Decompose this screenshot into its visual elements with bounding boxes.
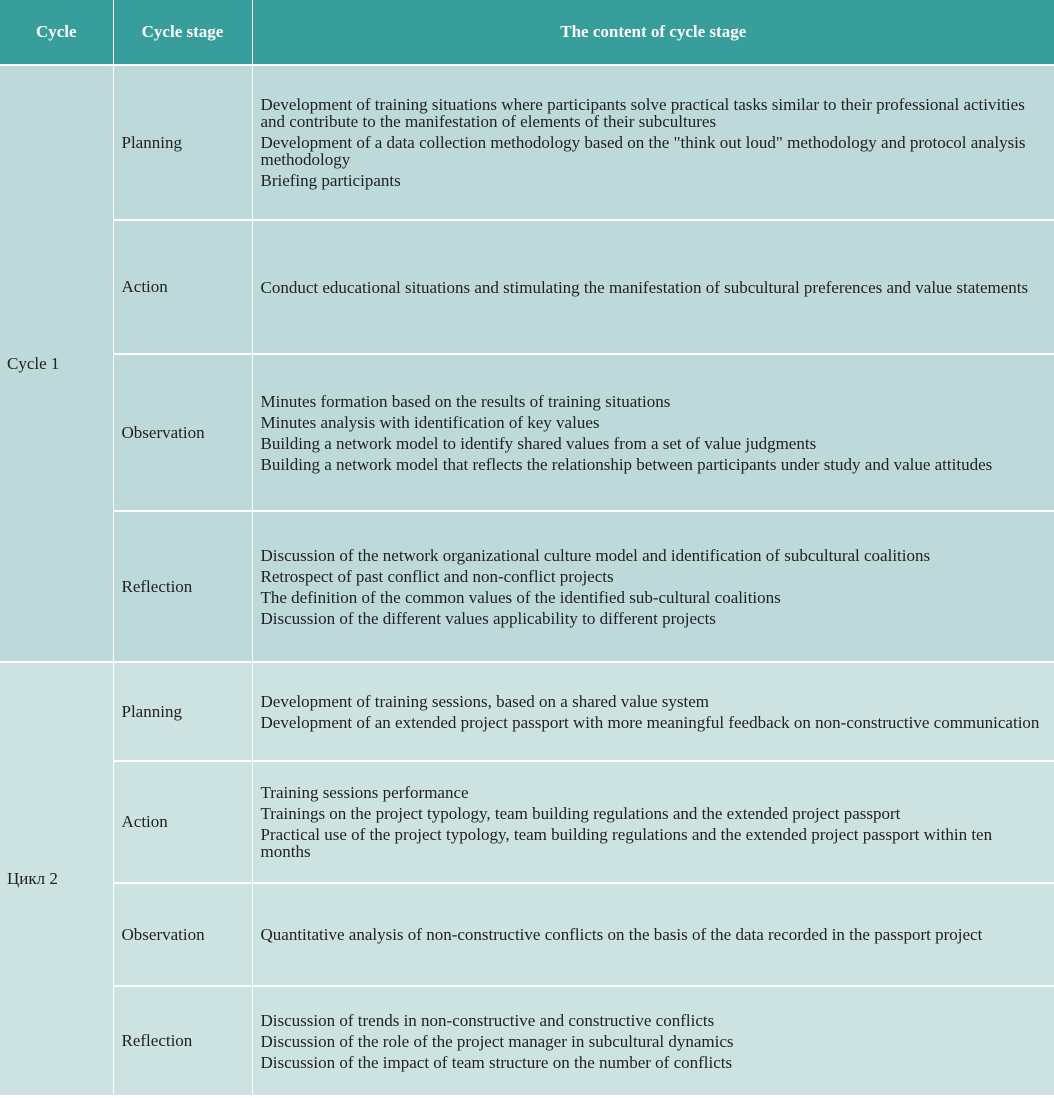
table-row [0,761,1054,883]
content-item: Discussion of the network organizational culture model and identification of subcultural coalitions [260,545,931,565]
content-item: Quantitative analysis of non-constructive conflicts on the basis of the data recorded in the passport project [260,925,983,944]
stage-content [252,511,1054,662]
stage-label: Planning [113,662,252,761]
header-stage-content: The content of cycle stage [252,0,1054,65]
content-item: Discussion of the different values applicability to different projects [260,608,716,628]
content-item: Discussion of trends in non-constructive and constructive conflicts [260,1010,715,1030]
content-item: Discussion of the impact of team structure on the number of conflicts [260,1052,733,1072]
stage-label: Reflection [113,986,252,1096]
table-row [0,511,1054,662]
cycle-label: Цикл 2 [0,662,113,1096]
table-header-row [0,0,1054,65]
table-row [0,662,1054,761]
content-item: Retrospect of past conflict and non-conflict projects [260,566,614,586]
content-item: Development of training sessions, based on a shared value system [260,691,710,711]
stage-label: Action [113,220,252,354]
stage-content [252,883,1054,986]
stage-content [252,220,1054,354]
stage-content [252,354,1054,511]
content-item: Training sessions performance [260,783,469,802]
stage-content [252,986,1054,1096]
stage-label: Planning [113,65,252,220]
stage-label: Reflection [113,511,252,662]
stage-content [252,761,1054,883]
stage-content [252,662,1054,761]
content-item: Building a network model to identify shared values from a set of value judgments [260,433,817,453]
content-item: Minutes analysis with identification of key values [260,412,600,432]
table-row [0,883,1054,986]
content-item: Trainings on the project typology, team building regulations and the extended project passport [260,804,901,823]
content-item: Building a network model that reflects the relationship between participants under study and value attitudes [260,454,993,474]
content-item: The definition of the common values of the identified sub-cultural coalitions [260,587,781,607]
header-cycle-stage: Cycle stage [113,0,252,65]
content-item: Briefing participants [260,171,401,190]
table-row [0,354,1054,511]
stage-label: Observation [113,354,252,511]
content-item: Development of a data collection methodology based on the "think out loud" methodology and protocol analysis methodology [260,133,1026,169]
table-row [0,220,1054,354]
cycle-label: Cycle 1 [0,65,113,662]
stage-label: Action [113,761,252,883]
content-item: Minutes formation based on the results of training situations [260,391,671,411]
content-item: Practical use of the project typology, team building regulations and the extended project passport within ten months [260,825,993,861]
content-item: Development of an extended project passport with more meaningful feedback on non-constructive communication [260,712,1040,732]
header-cycle: Cycle [0,0,113,65]
content-item: Conduct educational situations and stimulating the manifestation of subcultural preferences and value statements [260,277,1029,297]
stage-content [252,65,1054,220]
table-row [0,65,1054,220]
content-item: Development of training situations where participants solve practical tasks similar to their professional activities and contribute to the manifestation of elements of their subcultures [260,95,1025,131]
table-row [0,986,1054,1096]
stage-label: Observation [113,883,252,986]
content-item: Discussion of the role of the project manager in subcultural dynamics [260,1031,734,1051]
